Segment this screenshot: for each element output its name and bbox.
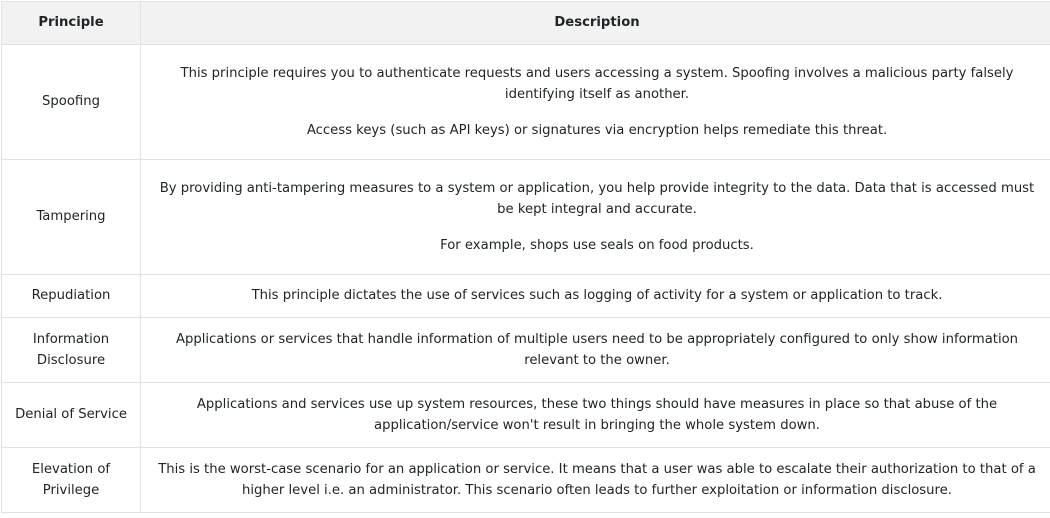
description-cell	[141, 275, 1050, 318]
description-cell	[141, 448, 1050, 513]
description-cell	[141, 383, 1050, 448]
table-row	[2, 448, 1050, 513]
table-row	[2, 45, 1050, 160]
table-row	[2, 160, 1050, 275]
description-paragraph: By providing anti-tampering measures to a system or application, you help provide integrity to the data. Data that is accessed must be kept integral and accurate.	[153, 178, 1041, 221]
principle-cell: Repudiation	[2, 275, 141, 318]
description-paragraph: Applications and services use up system resources, these two things should have measures in place so that abuse of the application/service won't result in bringing the whole system down.	[153, 394, 1041, 437]
table-row	[2, 318, 1050, 383]
table-row	[2, 383, 1050, 448]
description-cell	[141, 318, 1050, 383]
table-row	[2, 275, 1050, 318]
description-cell	[141, 45, 1050, 160]
principles-table	[1, 1, 1050, 513]
header-row	[2, 2, 1050, 45]
principle-cell: Information Disclosure	[2, 318, 141, 383]
column-header-description: Description	[141, 2, 1050, 45]
description-paragraph: This principle requires you to authenticate requests and users accessing a system. Spoofing involves a malicious party falsely identifying itself as another.	[153, 63, 1041, 106]
principle-cell: Elevation of Privilege	[2, 448, 141, 513]
description-paragraph: This is the worst-case scenario for an application or service. It means that a user was able to escalate their authorization to that of a higher level i.e. an administrator. This scenario often leads to further exploitation or information disclosure.	[153, 459, 1041, 502]
description-paragraph: This principle dictates the use of services such as logging of activity for a system or application to track.	[153, 285, 1041, 307]
principle-cell: Tampering	[2, 160, 141, 275]
principle-cell: Spoofing	[2, 45, 141, 160]
column-header-principle: Principle	[2, 2, 141, 45]
description-paragraph: Access keys (such as API keys) or signatures via encryption helps remediate this threat.	[153, 120, 1041, 142]
description-cell	[141, 160, 1050, 275]
principle-cell: Denial of Service	[2, 383, 141, 448]
description-paragraph: For example, shops use seals on food products.	[153, 235, 1041, 257]
description-paragraph: Applications or services that handle information of multiple users need to be appropriately configured to only show information relevant to the owner.	[153, 329, 1041, 372]
